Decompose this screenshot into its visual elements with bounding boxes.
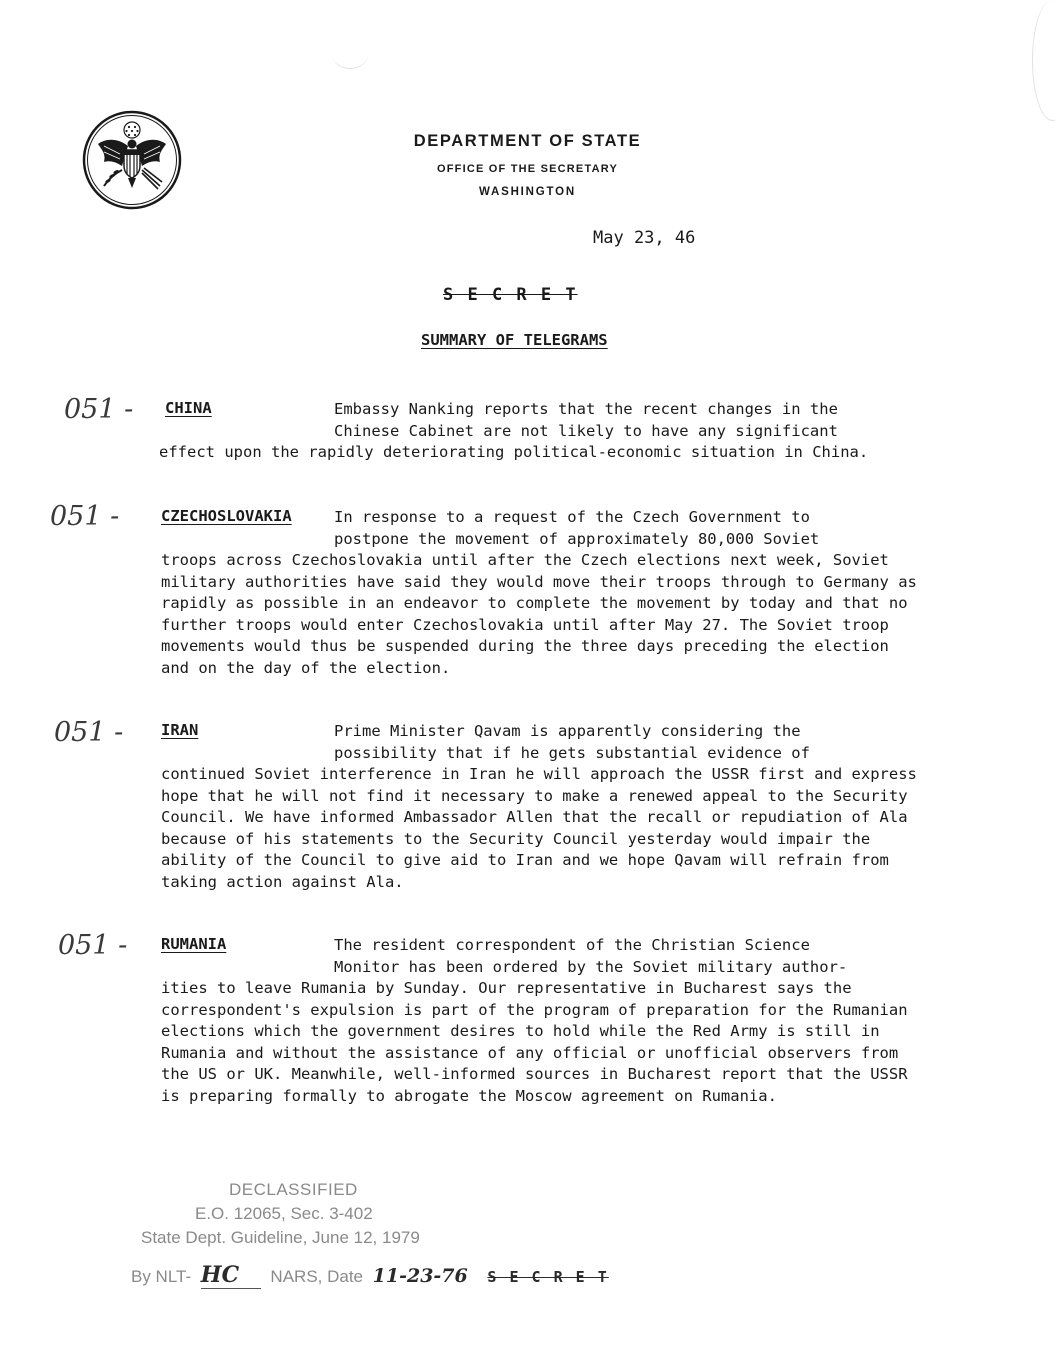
- file-note: 051 -: [50, 501, 120, 532]
- section-body: [161, 935, 921, 1107]
- section-line: Prime Minister Qavam is apparently considering the: [334, 722, 801, 740]
- initials-signature: HC: [201, 1262, 261, 1289]
- section-line: postpone the movement of approximately 80,000 Soviet: [334, 529, 820, 548]
- classification-top: S E C R E T: [443, 285, 578, 305]
- section-line: The resident correspondent of the Christian Science: [334, 936, 810, 954]
- section-body: [161, 399, 921, 464]
- section-line: possibility that if he gets substantial evidence of: [334, 743, 810, 762]
- section-heading: RUMANIA: [161, 935, 227, 953]
- declassified-authority-line: [131, 1262, 609, 1289]
- section-body: [161, 721, 921, 893]
- letterhead-city: WASHINGTON: [478, 186, 576, 198]
- letterhead-department: DEPARTMENT OF STATE: [413, 132, 642, 150]
- section-text: ities to leave Rumania by Sunday. Our representative in Bucharest says the correspondent's expulsion is part of the program of preparation for the Rumanian elections which the government desires to hold while the Red Army is still in Rumania and without the assistance of any official or unofficial observers from the US or UK. Meanwhile, well-informed sources in Bucharest report that the USSR is preparing formally to abrogate the Moscow agreement on Rumania.: [161, 979, 908, 1105]
- section-heading: CHINA: [165, 399, 212, 417]
- section-text: troops across Czechoslovakia until after the Czech elections next week, Soviet military authorities have said they would move their troops through to Germany as rapidly as possible in an endeavor to complete the movement by today and that no further troops would enter Czechoslovakia until after May 27. The Soviet troop movements would thus be suspended during the three days preceding the election and on the day of the election.: [161, 551, 917, 677]
- section-heading: CZECHOSLOVAKIA: [161, 507, 292, 525]
- nars-date-label: NARS, Date: [270, 1267, 364, 1286]
- declassified-order: E.O. 12065, Sec. 3-402: [195, 1204, 373, 1223]
- section-line: Monitor has been ordered by the Soviet military author-: [334, 957, 848, 976]
- section-heading: IRAN: [161, 721, 199, 739]
- classification-bottom: S E C R E T: [487, 1268, 609, 1286]
- section-text: continued Soviet interference in Iran he will approach the USSR first and express hope that he will not find it necessary to make a renewed appeal to the Security Council. We have informed Ambassador Allen that the recall or repudiation of Ala because of his statements to the Security Council yesterday would impair the ability of the Council to give aid to Iran and we hope Qavam will refrain from taking action against Ala.: [161, 765, 917, 891]
- section-line: In response to a request of the Czech Government to: [334, 508, 810, 526]
- section-text: effect upon the rapidly deteriorating political-economic situation in China.: [159, 443, 869, 461]
- file-note: 051 -: [64, 394, 134, 425]
- document-title: SUMMARY OF TELEGRAMS: [421, 331, 608, 349]
- punch-hole-mark: [332, 40, 368, 69]
- file-note: 051 -: [54, 717, 124, 748]
- file-note: 051 -: [58, 930, 128, 961]
- declassified-guideline: State Dept. Guideline, June 12, 1979: [141, 1228, 420, 1247]
- section-body: [161, 507, 921, 679]
- document-date: May 23, 46: [593, 228, 696, 248]
- letterhead-office: OFFICE OF THE SECRETARY: [437, 163, 618, 175]
- punch-hole-mark: [1032, 0, 1055, 121]
- declassified-label: DECLASSIFIED: [229, 1180, 358, 1199]
- declassified-date-value: 11-23-76: [372, 1265, 468, 1287]
- by-prefix: By NLT-: [131, 1267, 192, 1286]
- section-line: Chinese Cabinet are not likely to have any significant: [334, 421, 838, 440]
- section-line: Embassy Nanking reports that the recent changes in the: [334, 400, 838, 418]
